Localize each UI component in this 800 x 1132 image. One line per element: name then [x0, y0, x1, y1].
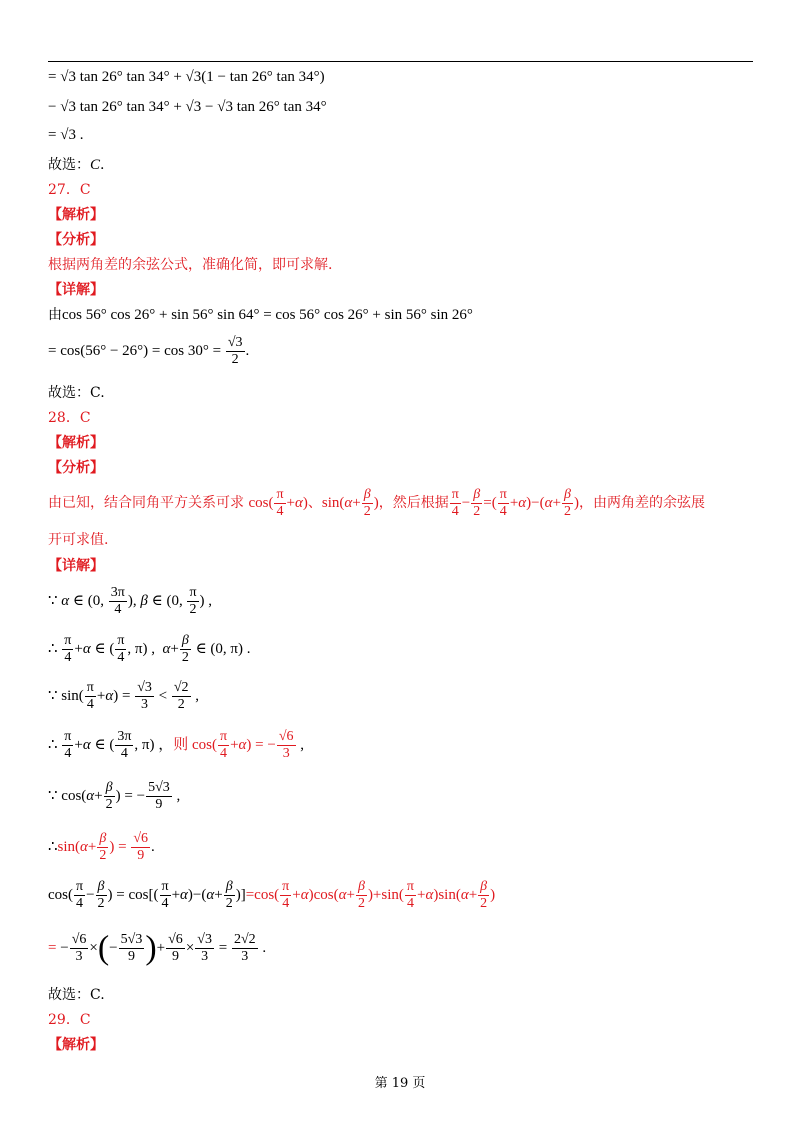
q28-cos-line: ∴ $\frac{\pi}{4}$ +α ∈ ( $\frac{3\pi}{4}$ , π) ，则 cos( $\frac{\pi}{4}$ +α) = − $\frac{√6}{3}$ , [48, 729, 305, 762]
q27-fenxi-heading: 【分析】 [48, 232, 104, 248]
page-footer: 第 19 页 [374, 1076, 426, 1091]
q27-analysis: 根据两角差的余弦公式，准确化简，即可求解. [48, 257, 333, 273]
q28-range-line: ∴ $\frac{\pi}{4}$ +α ∈ ( $\frac{\pi}{4}$ , π) , α+ $\frac{\beta}{2}$ ∈ (0, π) . [48, 633, 251, 666]
q27-fraction: $\frac{√3}{2}$ [227, 335, 243, 368]
q28-conclusion: 故选：C. [48, 987, 105, 1003]
q28-given-line: ∵ α ∈ (0, $\frac{3\pi}{4}$ ), β ∈ (0, $\frac{\pi}{2}$ ) , [48, 585, 213, 618]
q28-analysis-line2: 开可求值. [48, 532, 109, 548]
q28-cos2-line: ∵ cos(α+ $\frac{\beta}{2}$ ) = − $\frac{5√3}{9}$ , [48, 780, 181, 813]
q29-answer: 29．C [48, 1012, 91, 1028]
q26-step1: = √3 tan 26° tan 34° + √3(1 − tan 26° tan 34°) [48, 69, 325, 85]
q28-xiangjie-heading: 【详解】 [48, 558, 104, 574]
q29-jiexi-heading: 【解析】 [48, 1037, 104, 1053]
q28-analysis-line1: 由已知，结合同角平方关系可求 cos( $\frac{\pi}{4}$ +α)、sin(α+ $\frac{\beta}{2}$ )，然后根据 $\frac{\pi}{4}$ − $\frac{\beta}{2}$ =( $\frac{\pi}{4}$ +α)−(α+ $\frac{\beta}{2}$ )，由两角差的余弦展 [48, 487, 705, 520]
q26-step3: = √3 . [48, 127, 84, 143]
q27-conclusion: 故选：C. [48, 385, 105, 401]
q28-sin-line: ∵ sin( $\frac{\pi}{4}$ +α) = $\frac{√3}{3}$ < $\frac{√2}{2}$ , [48, 680, 200, 713]
q28-fenxi-heading: 【分析】 [48, 460, 104, 476]
q26-conclusion: 故选：C. [48, 157, 105, 173]
q28-expansion-line: cos( $\frac{\pi}{4}$ − $\frac{\beta}{2}$ ) = cos[( $\frac{\pi}{4}$ +α)−(α+ $\frac{\beta}{2}$ )]=cos( $\frac{\pi}{4}$ +α)cos(α+ $\frac{\beta}{2}$ )+sin( $\frac{\pi}{4}$ +α)sin(α+ $\frac{\beta}{2}$ ) [48, 879, 496, 912]
q27-xiangjie-heading: 【详解】 [48, 282, 104, 298]
q28-answer: 28．C [48, 410, 91, 426]
q26-step2: − √3 tan 26° tan 34° + √3 − √3 tan 26° tan 34° [48, 99, 327, 115]
q27-jiexi-heading: 【解析】 [48, 207, 104, 223]
q27-detail-line1: 由cos 56° cos 26° + sin 56° sin 64° = cos 56° cos 26° + sin 56° sin 26° [48, 307, 473, 323]
q27-answer: 27．C [48, 182, 91, 198]
q28-result-line: = − $\frac{√6}{3}$ ×(− $\frac{5√3}{9}$ )+ $\frac{√6}{9}$ × $\frac{√3}{3}$ = $\frac{2√2}{3}$ . [48, 929, 267, 967]
q27-detail-line2: = cos(56° − 26°) = cos 30° = $\frac{√3}{2}$ . [48, 335, 250, 368]
q28-jiexi-heading: 【解析】 [48, 435, 104, 451]
header-rule [48, 61, 753, 62]
q28-sin2-line: ∴sin(α+ $\frac{\beta}{2}$ ) = $\frac{√6}{9}$ . [48, 831, 155, 864]
